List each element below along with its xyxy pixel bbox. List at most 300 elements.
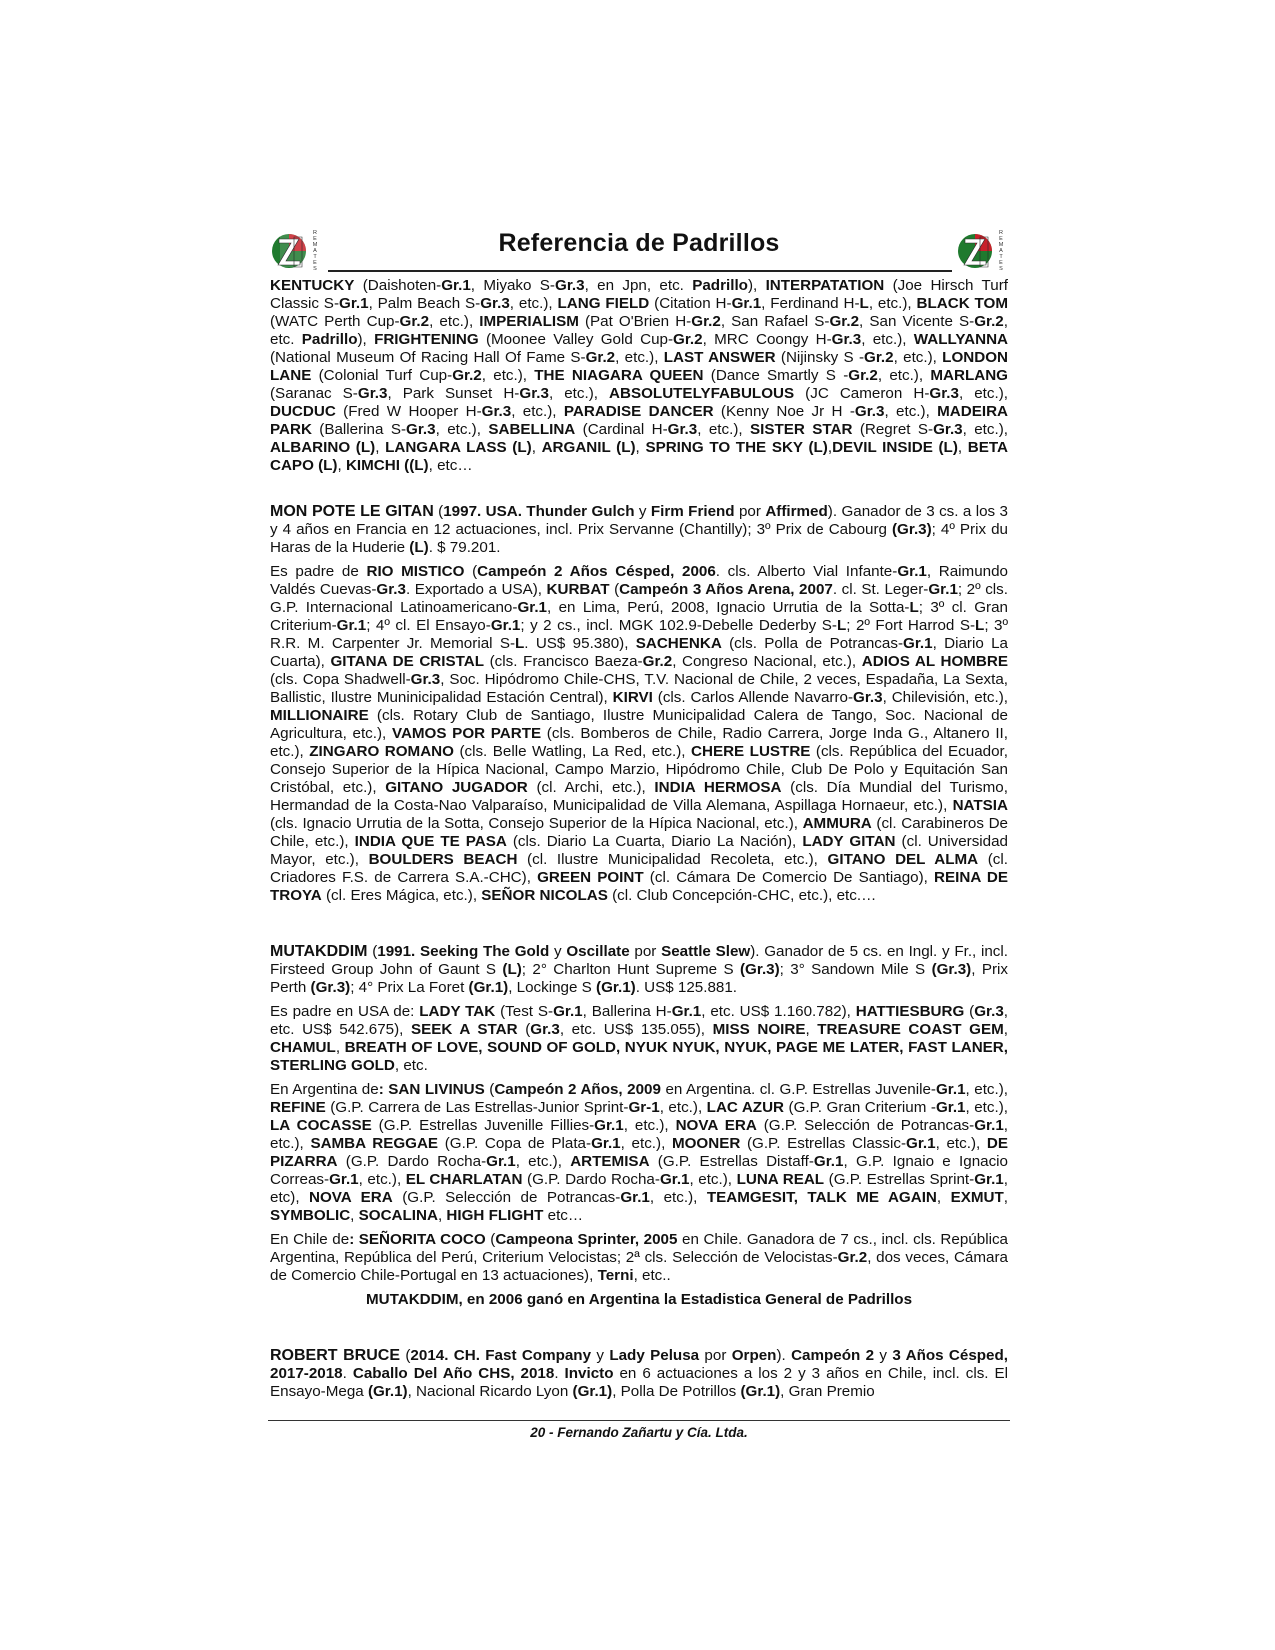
- text-run: , Prix Perth: [270, 961, 1008, 996]
- bold-text: DE PIZARRA: [270, 1135, 1008, 1170]
- bold-text: SISTER STAR: [749, 421, 853, 438]
- bold-text: Campeón 2: [791, 1347, 875, 1364]
- bold-text: Gr.3: [929, 385, 959, 402]
- bold-text: KIMCHI ((L): [345, 457, 429, 474]
- text-run: , etc.),: [659, 1099, 707, 1116]
- text-run: ; 2º Fort Harrod S-: [846, 617, 976, 634]
- entry-paragraph: [270, 277, 1008, 475]
- bold-text: SEEK A STAR: [410, 1021, 518, 1038]
- text-run: (Ballerina S-: [311, 421, 407, 438]
- text-run: , Lockinge S: [508, 979, 597, 996]
- bold-text: Gr.3: [667, 421, 698, 438]
- svg-text:T: T: [313, 254, 317, 260]
- bold-text: Gr.1: [594, 1117, 624, 1134]
- entry-paragraph: [270, 503, 1008, 557]
- text-run: (cls. Carlos Allende Navarro-: [652, 689, 854, 706]
- bold-text: Gr.2: [848, 367, 878, 384]
- text-run: (: [464, 563, 478, 580]
- section-spacer: [270, 905, 1008, 943]
- text-run: .: [342, 1365, 353, 1382]
- text-run: etc…: [543, 1207, 584, 1224]
- bold-text: MOONER: [671, 1135, 741, 1152]
- text-run: , G.P. Ignaio e Ignacio Correas-: [270, 1153, 1009, 1188]
- text-run: (Dance Smartly S -: [703, 367, 849, 384]
- remates-logo-icon: [956, 227, 1008, 273]
- text-run: (Regret S-: [852, 421, 934, 438]
- bold-text: SYMBOLIC: [270, 1207, 351, 1224]
- text-run: ,: [375, 439, 386, 456]
- bold-text: Gr.1: [591, 1135, 621, 1152]
- text-run: (: [400, 1347, 411, 1364]
- text-run: ,: [335, 1039, 345, 1056]
- bold-text: Gr.1: [553, 1003, 583, 1020]
- bold-text: AMMURA: [802, 815, 872, 832]
- text-run: ; 4º cl. El Ensayo-: [366, 617, 491, 634]
- bold-text: BREATH OF LOVE, SOUND OF GOLD, NYUK NYUK, NYUK, PAGE ME LATER, FAST LANER, STERLING GOLD: [270, 1039, 1008, 1074]
- svg-text:S: S: [313, 266, 317, 272]
- text-run: ; y 2 cs., incl. MGK 102.9-Debelle Dederby S-: [520, 617, 837, 634]
- bold-text: : SEÑORITA COCO: [349, 1231, 486, 1248]
- bold-text: Gr.3: [406, 421, 436, 438]
- text-run: (Joe Hirsch Turf Classic S-: [270, 277, 1008, 312]
- text-run: , MRC Coongy H-: [702, 331, 832, 348]
- bold-text: 1997. USA. Thunder Gulch: [443, 503, 635, 520]
- text-run: (cls. Copa Shadwell-: [270, 671, 411, 688]
- bold-text: (Gr.3): [740, 961, 780, 978]
- page-footer: 20 - Fernando Zañartu y Cía. Ltda.: [530, 1425, 748, 1440]
- svg-text:S: S: [999, 266, 1003, 272]
- bold-text: KURBAT: [546, 581, 610, 598]
- text-run: . Exportado a USA),: [405, 581, 547, 598]
- text-run: , etc.),: [509, 295, 558, 312]
- bold-text: LA COCASSE: [270, 1117, 372, 1134]
- bold-text: L: [836, 617, 847, 634]
- entry-paragraph: [270, 943, 1008, 997]
- svg-text:M: M: [998, 242, 1004, 248]
- text-run: en Chile. Ganadora de 7 cs., incl. cls. República Argentina, República del Perú, Criterium Velocistas; 2ª cls. Selección de Velocistas-: [270, 1231, 1008, 1266]
- bold-text: 1991. Seeking The Gold: [377, 943, 550, 960]
- text-run: , Park Sunset H-: [387, 385, 520, 402]
- text-run: Es padre de: [270, 563, 367, 580]
- bold-text: Gr.2: [974, 313, 1004, 330]
- bold-text: (L): [409, 539, 429, 556]
- bold-text: WALLYANNA: [913, 331, 1009, 348]
- text-run: (: [517, 1021, 531, 1038]
- bold-text: GREEN POINT: [537, 869, 644, 886]
- text-run: , Gran Premio: [780, 1383, 875, 1400]
- bold-text: Gr.3: [555, 277, 585, 294]
- text-run: ; 4º Prix du Haras de la Huderie: [270, 521, 1009, 556]
- bold-text: Gr.2: [829, 313, 860, 330]
- svg-text:A: A: [313, 248, 317, 254]
- bold-text: (Gr.3): [310, 979, 351, 996]
- text-run: ; 3º R.R. M. Carpenter Jr. Memorial S-: [270, 617, 1009, 652]
- text-run: (cl. Archi, etc.),: [527, 779, 655, 796]
- entry-paragraph: [270, 563, 1008, 905]
- text-run: . $ 79.201.: [428, 539, 501, 556]
- bold-text: Gr.3: [854, 403, 885, 420]
- bold-text: FRIGHTENING: [374, 331, 479, 348]
- text-run: ,: [936, 1189, 951, 1206]
- text-run: (National Museum Of Racing Hall Of Fame S-: [270, 349, 586, 366]
- text-run: en Argentina. cl. G.P. Estrellas Juvenile-: [660, 1081, 936, 1098]
- svg-text:R: R: [999, 230, 1003, 236]
- bold-text: ZINGARO ROMANO: [309, 743, 454, 760]
- bold-text: INDIA QUE TE PASA: [354, 833, 507, 850]
- text-run: , San Vicente S-: [859, 313, 975, 330]
- bold-text: (Gr.1): [740, 1383, 781, 1400]
- bold-text: KENTUCKY: [270, 277, 355, 294]
- bold-text: LANGARA LASS (L): [385, 439, 532, 456]
- entry-paragraph: [270, 1231, 1008, 1285]
- bold-text: Seattle Slew: [661, 943, 751, 960]
- bold-text: INDIA HERMOSA: [654, 779, 782, 796]
- bold-text: Gr.1: [935, 1099, 966, 1116]
- text-run: (Pat O'Brien H-: [578, 313, 692, 330]
- bold-text: (Gr.1): [367, 1383, 408, 1400]
- bold-text: LADY GITAN: [802, 833, 896, 850]
- text-run: , dos veces, Cámara de Comercio Chile-Portugal en 13 actuaciones),: [270, 1249, 1008, 1284]
- svg-text:E: E: [313, 236, 317, 242]
- bold-text: VAMOS POR PARTE: [391, 725, 542, 742]
- text-run: (Fred W Hooper H-: [335, 403, 482, 420]
- bold-text: MISS NOIRE: [712, 1021, 806, 1038]
- text-run: (: [609, 581, 620, 598]
- bold-text: SPRING TO THE SKY (L): [645, 439, 828, 456]
- text-run: ,: [1003, 1189, 1008, 1206]
- bold-text: Gr.1: [339, 295, 369, 312]
- svg-text:M: M: [312, 242, 318, 248]
- footer-rule: [268, 1420, 1010, 1421]
- bold-text: Gr.2: [691, 313, 721, 330]
- bold-text: Campeona Sprinter, 2005: [495, 1231, 678, 1248]
- text-run: (: [433, 503, 444, 520]
- bold-text: Invicto: [564, 1365, 614, 1382]
- text-run: (cl. Eres Mágica, etc.),: [321, 887, 482, 904]
- text-run: (: [367, 943, 378, 960]
- bold-text: SACHENKA: [635, 635, 722, 652]
- bold-text: TEAMGESIT, TALK ME AGAIN: [706, 1189, 937, 1206]
- text-run: por: [629, 943, 662, 960]
- text-run: (G.P. Gran Criterium -: [784, 1099, 936, 1116]
- bold-text: Firm Friend: [650, 503, 735, 520]
- title-underline: [328, 270, 952, 272]
- sire-name: MON POTE LE GITAN: [270, 503, 434, 520]
- text-run: (cls. Francisco Baeza-: [484, 653, 643, 670]
- text-run: . US$ 95.380),: [524, 635, 636, 652]
- text-run: , etc.),: [623, 1117, 676, 1134]
- bold-text: LAC AZUR: [706, 1099, 785, 1116]
- bold-text: SAMBA REGGAE: [310, 1135, 439, 1152]
- bold-text: ALBARINO (L): [270, 439, 376, 456]
- text-run: (cls. Diario La Cuarta, Diario La Nación),: [506, 833, 803, 850]
- bold-text: Gr.1: [336, 617, 367, 634]
- text-run: (cl. Club Concepción-CHC, etc.), etc.…: [607, 887, 877, 904]
- bold-text: EXMUT: [950, 1189, 1004, 1206]
- bold-text: LAST ANSWER: [663, 349, 776, 366]
- bold-text: (Gr.1): [596, 979, 636, 996]
- bold-text: LANG FIELD: [557, 295, 650, 312]
- text-run: (Colonial Turf Cup-: [311, 367, 453, 384]
- bold-text: Gr.1: [897, 563, 927, 580]
- text-run: ,: [350, 1207, 359, 1224]
- text-run: (Moonee Valley Gold Cup-: [478, 331, 674, 348]
- bold-text: DEVIL INSIDE (L): [832, 439, 958, 456]
- text-run: , Palm Beach S-: [368, 295, 481, 312]
- text-run: ).: [776, 1347, 792, 1364]
- bold-text: Gr.3: [933, 421, 963, 438]
- text-run: , etc. US$ 542.675),: [270, 1003, 1009, 1038]
- text-run: (cls. República del Ecuador, Consejo Superior de la Hípica Nacional, Campo Marzio, Hipódromo Chile, Club De Polo y Equitación San Cristóbal, etc.),: [270, 743, 1008, 796]
- bold-text: LONDON LANE: [270, 349, 1008, 384]
- bold-text: Padrillo: [301, 331, 358, 348]
- text-run: ; 4° Prix La Foret: [350, 979, 469, 996]
- text-run: ; 2º cls. G.P. Internacional Latinoamericano-: [270, 581, 1008, 616]
- bold-text: GITANA DE CRISTAL: [330, 653, 484, 670]
- text-run: (G.P. Selección de Potrancas-: [756, 1117, 975, 1134]
- text-run: ),: [357, 331, 375, 348]
- text-run: , Chilevisión, etc.),: [882, 689, 1008, 706]
- bold-text: Gr.3: [376, 581, 406, 598]
- bold-text: REINA DE TROYA: [270, 869, 1008, 904]
- text-run: (Test S-: [495, 1003, 554, 1020]
- text-run: ; 3º cl. Gran Criterium-: [270, 599, 1008, 634]
- bold-text: Gr.2: [585, 349, 616, 366]
- bold-text: L: [515, 635, 525, 652]
- bold-text: KIRVI: [612, 689, 653, 706]
- bold-text: NOVA ERA: [309, 1189, 393, 1206]
- bold-text: (Gr.3): [931, 961, 972, 978]
- bold-text: Gr.3: [530, 1021, 560, 1038]
- text-run: , etc. US$ 135.055),: [559, 1021, 713, 1038]
- text-run: , etc.),: [548, 385, 610, 402]
- text-run: ,: [1003, 1021, 1008, 1038]
- text-run: (cls. Ignacio Urrutia de la Sotta, Consejo Superior de la Hípica Nacional, etc.),: [270, 815, 803, 832]
- text-run: .: [554, 1365, 565, 1382]
- text-run: En Chile de: [270, 1231, 350, 1248]
- bold-text: SABELLINA: [488, 421, 576, 438]
- bold-text: Gr.1: [935, 1081, 966, 1098]
- text-run: y: [874, 1347, 893, 1364]
- bold-text: ARGANIL (L): [541, 439, 636, 456]
- entry-paragraph: [270, 1003, 1008, 1075]
- text-run: , Nacional Ricardo Lyon: [407, 1383, 573, 1400]
- bold-text: Gr.2: [837, 1249, 868, 1266]
- text-run: (G.P. Carrera de Las Estrellas-Junior Sprint-: [325, 1099, 629, 1116]
- bold-text: ABSOLUTELYFABULOUS: [609, 385, 795, 402]
- bold-text: (Gr.1): [572, 1383, 613, 1400]
- text-run: ,: [337, 457, 346, 474]
- text-run: y: [549, 943, 567, 960]
- text-run: (G.P. Dardo Rocha-: [522, 1171, 660, 1188]
- bold-text: GITANO DEL ALMA: [827, 851, 979, 868]
- bold-text: Orpen: [731, 1347, 777, 1364]
- bold-text: Gr.3: [480, 295, 510, 312]
- text-run: (G.P. Selección de Potrancas-: [392, 1189, 621, 1206]
- svg-text:R: R: [313, 230, 317, 236]
- bold-text: Gr.2: [673, 331, 703, 348]
- sire-name: ROBERT BRUCE: [270, 1347, 401, 1364]
- text-run: (cl. Universidad Mayor, etc.),: [270, 833, 1009, 868]
- text-run: (cls. Rotary Club de Santiago, Ilustre Municipalidad Calera de Tango, Soc. Nacional de Agricultura, etc.),: [270, 707, 1008, 742]
- bold-text: GITANO JUGADOR: [385, 779, 528, 796]
- text-run: (cls. Polla de Potrancas-: [721, 635, 904, 652]
- text-run: por: [734, 503, 766, 520]
- text-run: En Argentina de: [270, 1081, 379, 1098]
- bold-text: Padrillo: [692, 277, 748, 294]
- text-run: , Ballerina H-: [582, 1003, 672, 1020]
- text-run: (Citation H-: [649, 295, 732, 312]
- bold-text: Gr.2: [452, 367, 482, 384]
- text-run: , etc..: [633, 1267, 671, 1284]
- bold-text: 2014. CH. Fast Company: [410, 1347, 592, 1364]
- bold-text: BOULDERS BEACH: [368, 851, 518, 868]
- text-run: y: [591, 1347, 610, 1364]
- text-run: (Kenny Noe Jr H -: [713, 403, 855, 420]
- text-run: , etc.),: [868, 295, 917, 312]
- bold-text: ADIOS AL HOMBRE: [861, 653, 1008, 670]
- sire-name: MUTAKDDIM: [270, 943, 368, 960]
- text-run: Es padre en USA de:: [270, 1003, 420, 1020]
- text-run: , etc.),: [697, 421, 750, 438]
- bold-text: Gr.1: [490, 617, 521, 634]
- bold-text: Gr.3: [410, 671, 441, 688]
- text-run: , en Jpn, etc.: [584, 277, 693, 294]
- text-run: ). Ganador de 5 cs. en Ingl. y Fr., incl. Firsteed Group John of Gaunt S: [270, 943, 1008, 978]
- text-run: , etc. US$ 1.160.782),: [701, 1003, 856, 1020]
- text-run: , San Rafael S-: [720, 313, 830, 330]
- bold-text: MADEIRA PARK: [270, 403, 1009, 438]
- bold-text: SOCALINA: [358, 1207, 438, 1224]
- svg-text:T: T: [999, 254, 1003, 260]
- bold-text: Gr.2: [399, 313, 430, 330]
- sire-entry: [270, 277, 1008, 475]
- bold-text: Gr.1: [671, 1003, 702, 1020]
- text-run: , etc.),: [481, 367, 535, 384]
- remates-logo-icon: [270, 227, 322, 273]
- bold-text: (L): [502, 961, 522, 978]
- bold-text: Gr.1: [620, 1189, 650, 1206]
- bold-text: BLACK TOM: [916, 295, 1009, 312]
- text-run: ,: [805, 1021, 818, 1038]
- text-run: , Miyako S-: [470, 277, 555, 294]
- bold-text: LADY TAK: [419, 1003, 496, 1020]
- bold-text: CHAMUL: [270, 1039, 336, 1056]
- text-run: ),: [747, 277, 766, 294]
- bold-text: Gr.1: [659, 1171, 690, 1188]
- bold-text: Gr.2: [864, 349, 894, 366]
- bold-text: Gr.1: [329, 1171, 359, 1188]
- bold-text: Gr-1: [628, 1099, 660, 1116]
- bold-text: Gr.3: [853, 689, 883, 706]
- text-run: (JC Cameron H-: [794, 385, 930, 402]
- sire-entry: [270, 943, 1008, 1309]
- text-run: , etc.),: [358, 1171, 406, 1188]
- text-run: ,: [957, 439, 968, 456]
- text-run: (G.P. Dardo Rocha-: [337, 1153, 487, 1170]
- bold-text: ARTEMISA: [570, 1153, 650, 1170]
- text-run: (Cardinal H-: [575, 421, 668, 438]
- text-run: , Polla De Potrillos: [612, 1383, 741, 1400]
- bold-text: NATSIA: [952, 797, 1008, 814]
- svg-text:E: E: [999, 260, 1003, 266]
- text-run: , etc.),: [649, 1189, 707, 1206]
- text-run: , etc),: [270, 1171, 1008, 1206]
- bold-text: REFINE: [270, 1099, 326, 1116]
- text-run: y: [634, 503, 651, 520]
- bold-text: Caballo Del Año CHS, 2018: [352, 1365, 555, 1382]
- bold-text: TREASURE COAST GEM: [817, 1021, 1004, 1038]
- text-run: , etc.),: [620, 1135, 672, 1152]
- bold-text: Lady Pelusa: [609, 1347, 700, 1364]
- text-run: . cls. Alberto Vial Infante-: [715, 563, 898, 580]
- text-run: (Daishoten-: [354, 277, 442, 294]
- text-run: (Saranac S-: [270, 385, 358, 402]
- svg-text:E: E: [999, 236, 1003, 242]
- bold-text: Oscillate: [566, 943, 630, 960]
- svg-text:A: A: [999, 248, 1003, 254]
- bold-text: Gr.1: [813, 1153, 844, 1170]
- logo-right: [956, 227, 1008, 273]
- text-run: , etc.),: [515, 1153, 571, 1170]
- text-run: , etc.),: [877, 367, 931, 384]
- bold-text: Gr.1: [903, 635, 933, 652]
- text-run: ; 2° Charlton Hunt Supreme S: [521, 961, 740, 978]
- text-run: (cl. Criadores F.S. de Carrera S.A.-CHC),: [270, 851, 1008, 886]
- text-run: (G.P. Estrellas Sprint-: [824, 1171, 975, 1188]
- bold-text: L: [909, 599, 919, 616]
- text-run: , Congreso Nacional, etc.),: [672, 653, 862, 670]
- text-run: , Ferdinand H-: [761, 295, 860, 312]
- text-run: , etc.),: [435, 421, 489, 438]
- bold-text: Affirmed: [765, 503, 828, 520]
- bold-text: L: [975, 617, 985, 634]
- text-run: (: [964, 1003, 975, 1020]
- text-run: (cls. Belle Watling, La Red, etc.),: [453, 743, 692, 760]
- text-run: , etc.),: [935, 1135, 987, 1152]
- text-run: , etc.),: [893, 349, 943, 366]
- bold-text: Gr.1: [906, 1135, 936, 1152]
- bold-text: Gr.3: [831, 331, 862, 348]
- bold-text: MARLANG: [930, 367, 1008, 384]
- bold-text: INTERPATATION: [765, 277, 885, 294]
- text-run: ,: [531, 439, 542, 456]
- svg-text:E: E: [313, 260, 317, 266]
- entry-paragraph: [270, 1081, 1008, 1225]
- statistic-note: MUTAKDDIM, en 2006 ganó en Argentina la Estadistica General de Padrillos: [365, 1291, 913, 1308]
- text-run: , etc.),: [958, 385, 1008, 402]
- text-run: (G.P. Copa de Plata-: [438, 1135, 592, 1152]
- bold-text: DUCDUC: [270, 403, 336, 420]
- text-run: , etc.),: [689, 1171, 737, 1188]
- page-header: [270, 225, 1008, 277]
- text-run: ,: [635, 439, 646, 456]
- text-run: (cls. Bomberos de Chile, Radio Carrera, Jorge Inda G., Altanero II, etc.),: [270, 725, 1008, 760]
- text-run: , etc.),: [511, 403, 564, 420]
- bold-text: MILLIONAIRE: [270, 707, 369, 724]
- section-spacer: [270, 1309, 1008, 1347]
- text-run: , en Lima, Perú, 2008, Ignacio Urrutia de la Sotta-: [547, 599, 910, 616]
- bold-text: SEÑOR NICOLAS: [481, 887, 608, 904]
- section-spacer: [270, 475, 1008, 503]
- bold-text: L: [859, 295, 869, 312]
- document-page: [270, 225, 1008, 1401]
- bold-text: IMPERIALISM: [479, 313, 579, 330]
- text-run: (G.P. Estrellas Distaff-: [649, 1153, 814, 1170]
- bold-text: Gr.3: [481, 403, 512, 420]
- text-run: (Nijinsky S -: [775, 349, 865, 366]
- sire-entry: [270, 503, 1008, 905]
